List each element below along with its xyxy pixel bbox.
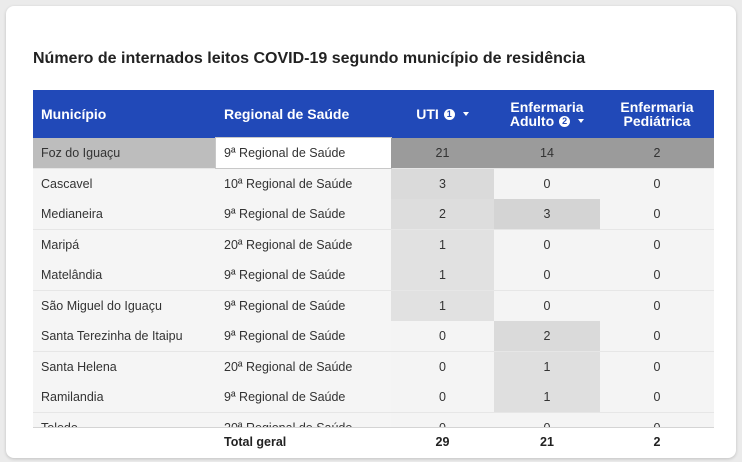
cell-regional: 9ª Regional de Saúde (216, 199, 391, 229)
table-row[interactable] (33, 382, 714, 413)
cell-municipio: Matelândia (33, 260, 216, 290)
table-row[interactable] (33, 352, 714, 383)
header-enfermaria-adulto[interactable] (494, 90, 600, 138)
cell-uti: 1 (391, 230, 494, 260)
cell-uti: 2 (391, 199, 494, 229)
cell-enf-adulto: 3 (494, 199, 600, 229)
header-enfermaria-pediatrica[interactable] (600, 90, 714, 138)
cell-enf-ped: 0 (600, 169, 714, 199)
cell-regional: 9ª Regional de Saúde (216, 321, 391, 351)
cell-municipio: Cascavel (33, 169, 216, 199)
cell-municipio: Santa Helena (33, 352, 216, 382)
info-icon[interactable]: 1 (444, 109, 455, 120)
header-enf-adulto-line2: Adulto (509, 113, 555, 129)
cell-regional: 10ª Regional de Saúde (216, 169, 391, 199)
table-row[interactable] (33, 321, 714, 352)
sort-desc-icon[interactable] (463, 112, 469, 116)
cell-enf-ped: 0 (600, 260, 714, 290)
cell-municipio: Foz do Iguaçu (33, 138, 216, 168)
cell-enf-adulto: 1 (494, 382, 600, 412)
cell-enf-adulto: 0 (494, 291, 600, 321)
header-enf-ped-line2: Pediátrica (623, 113, 691, 129)
cell-uti: 0 (391, 352, 494, 382)
cell-uti: 0 (391, 321, 494, 351)
cell-regional: 9ª Regional de Saúde (216, 382, 391, 412)
cell-municipio: Maripá (33, 230, 216, 260)
cell-municipio: São Miguel do Iguaçu (33, 291, 216, 321)
header-regional[interactable] (216, 90, 391, 138)
info-icon[interactable]: 2 (559, 116, 570, 127)
table-row[interactable] (33, 291, 714, 322)
cell-enf-ped: 0 (600, 230, 714, 260)
cell-uti: 0 (391, 382, 494, 412)
header-enf-adulto-line1: Enfermaria (510, 99, 584, 115)
table-row[interactable] (33, 199, 714, 230)
cell-regional: 20ª Regional de Saúde (216, 352, 391, 382)
footer-label: Total geral (224, 435, 287, 449)
cell-enf-ped: 0 (600, 199, 714, 229)
table-header (33, 90, 714, 138)
cell-enf-ped: 0 (600, 321, 714, 351)
footer-uti-total: 29 (435, 435, 450, 449)
cell-regional: 20ª Regional de Saúde (216, 230, 391, 260)
header-municipio-label: Município (41, 106, 107, 122)
table-footer (33, 427, 714, 458)
footer-enf-adulto-total: 21 (540, 435, 554, 449)
internados-table (33, 90, 714, 458)
report-card (6, 6, 736, 458)
cell-municipio: Medianeira (33, 199, 216, 229)
cell-uti: 3 (391, 169, 494, 199)
header-enf-ped-line1: Enfermaria (620, 99, 694, 115)
cell-enf-ped: 0 (600, 352, 714, 382)
cell-municipio: Ramilandia (33, 382, 216, 412)
cell-enf-ped: 0 (600, 382, 714, 412)
cell-regional: 9ª Regional de Saúde (216, 260, 391, 290)
cell-enf-adulto: 1 (494, 352, 600, 382)
report-title: Número de internados leitos COVID-19 segundo município de residência (33, 50, 586, 67)
header-uti[interactable] (391, 90, 494, 138)
header-municipio[interactable] (33, 90, 216, 138)
cell-regional: 9ª Regional de Saúde (216, 291, 391, 321)
cell-enf-adulto: 0 (494, 230, 600, 260)
cell-municipio: Santa Terezinha de Itaipu (33, 321, 216, 351)
cell-uti: 1 (391, 260, 494, 290)
header-uti-label: UTI (416, 106, 439, 122)
cell-enf-adulto: 2 (494, 321, 600, 351)
table-row[interactable] (33, 260, 714, 291)
footer-enf-ped-total: 2 (653, 435, 661, 449)
table-row[interactable] (33, 138, 714, 169)
cell-uti: 21 (391, 138, 494, 168)
cell-uti: 1 (391, 291, 494, 321)
cell-enf-ped: 2 (600, 138, 714, 168)
cell-regional: 9ª Regional de Saúde (216, 138, 391, 168)
cell-enf-adulto: 14 (494, 138, 600, 168)
sort-desc-icon[interactable] (578, 119, 584, 123)
header-regional-label: Regional de Saúde (224, 106, 350, 122)
cell-enf-adulto: 0 (494, 169, 600, 199)
table-row[interactable] (33, 169, 714, 200)
table-row[interactable] (33, 230, 714, 261)
cell-enf-ped: 0 (600, 291, 714, 321)
cell-enf-adulto: 0 (494, 260, 600, 290)
